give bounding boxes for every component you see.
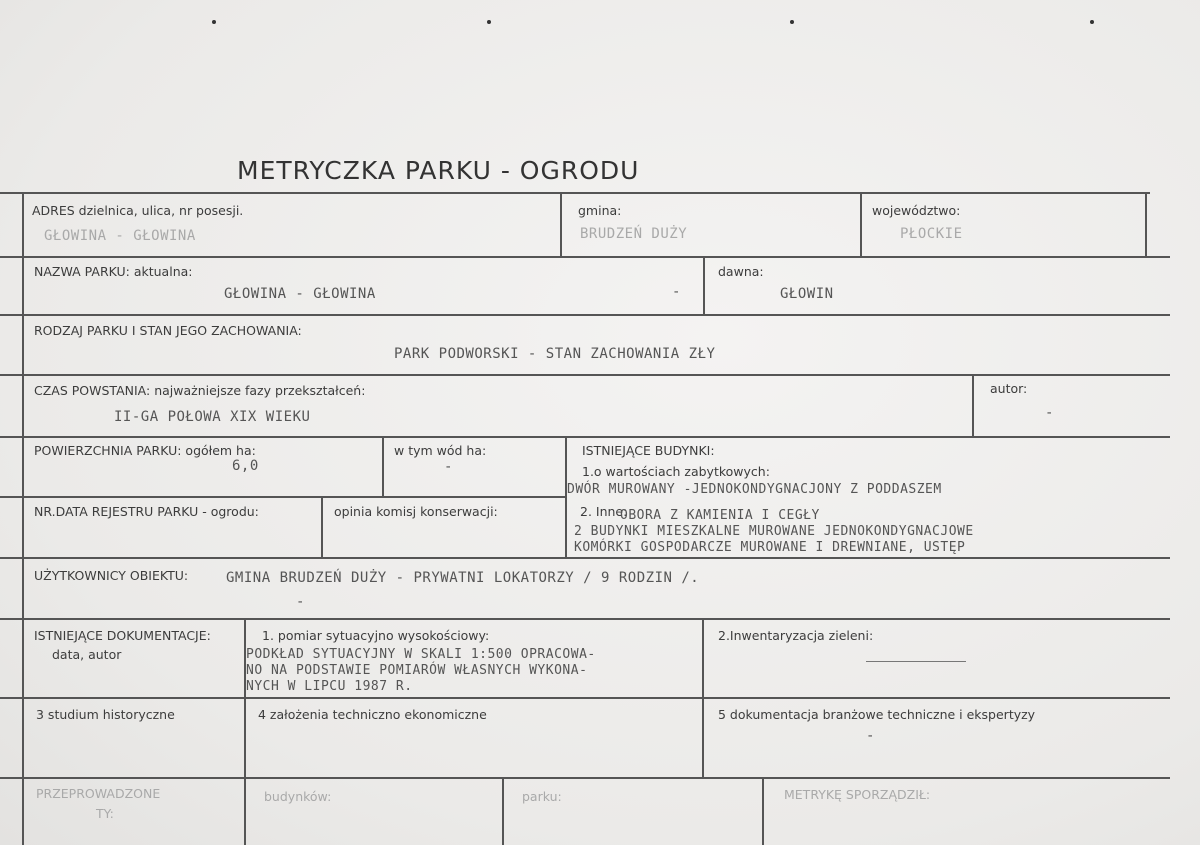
grid-line [560,192,562,256]
current-name-value: GŁOWINA - GŁOWINA [224,286,376,302]
author-label: autor: [990,381,1028,396]
monuments-value: DWÓR MUROWANY -JEDNOKONDYGNACJONY Z PODDASZEM [567,482,942,497]
grid-line [0,777,1170,779]
grid-line [1145,192,1147,256]
author-value: - [1045,405,1054,421]
gmina-value: BRUDZEŃ DUŻY [580,226,688,242]
users-value: GMINA BRUDZEŃ DUŻY - PRYWATNI LOKATORZY / 9 RODZIN /. [226,570,700,586]
origin-value: II-GA POŁOWA XIX WIEKU [114,409,311,425]
other-building-line: 2 BUDYNKI MIESZKALNE MUROWANE JEDNOKONDYGNACJOWE [574,524,974,539]
grid-line [22,192,24,845]
monuments-label: 1.o wartościach zabytkowych: [582,464,770,479]
address-label: ADRES dzielnica, ulica, nr posesji. [32,203,244,218]
grid-line [972,374,974,436]
grid-line [0,314,1170,316]
survey-line: NYCH W LIPCU 1987 R. [246,679,413,694]
grid-line [860,192,862,256]
historical-study-label: 3 studium historyczne [36,707,175,722]
park-work-label: parku: [522,789,562,804]
grid-line [702,618,704,777]
other-buildings-label: 2. Inne: [580,504,628,519]
punch-dot [487,20,491,24]
other-building-line: KOMÓRKI GOSPODARCZE MUROWANE I DREWNIANE, USTĘP [574,540,966,555]
current-name-label: NAZWA PARKU: aktualna: [34,264,193,279]
area-value: 6,0 [232,458,259,474]
grid-line [703,256,705,314]
technical-assumptions-label: 4 założenia techniczno ekonomiczne [258,707,487,722]
punch-dot [790,20,794,24]
gmina-label: gmina: [578,203,622,218]
documentation-sublabel: data, autor [52,647,122,662]
opinion-label: opinia komisj konserwacji: [334,504,498,519]
documentation-label: ISTNIEJĄCE DOKUMENTACJE: [34,628,211,643]
voivodeship-label: województwo: [872,203,961,218]
other-building-line: OBORA Z KAMIENIA I CEGŁY [620,508,820,523]
grid-line [0,618,1170,620]
sectoral-docs-label: 5 dokumentacja branżowe techniczne i ekspertyzy [718,707,1036,722]
punch-dot [212,20,216,24]
survey-label: 1. pomiar sytuacyjno wysokościowy: [262,628,490,643]
origin-label: CZAS POWSTANIA: najważniejsze fazy przekształceń: [34,383,366,398]
grid-line [0,436,1170,438]
park-type-value: PARK PODWORSKI - STAN ZACHOWANIA ZŁY [394,346,716,362]
water-value: - [444,459,453,475]
grid-line [0,192,1150,194]
grid-line [0,374,1170,376]
address-value: GŁOWINA - GŁOWINA [44,228,196,244]
voivodeship-value: PŁOCKIE [900,226,963,242]
carried-out-label: PRZEPROWADZONE [36,786,161,801]
buildings-work-label: budynków: [264,789,332,804]
register-label: NR.DATA REJESTRU PARKU - ogrodu: [34,504,259,519]
users-dash: - [296,594,305,610]
form-title: METRYCZKA PARKU - OGRODU [237,156,640,185]
grid-line [0,557,1170,559]
grid-line [0,697,1170,699]
sectoral-docs-value: - [866,728,875,744]
blank-line [866,661,966,662]
former-name-label: dawna: [718,264,764,279]
grid-line [321,496,323,557]
water-label: w tym wód ha: [394,443,487,458]
survey-line: PODKŁAD SYTUACYJNY W SKALI 1:500 OPRACOWA- [246,647,596,662]
buildings-label: ISTNIEJĄCE BUDYNKI: [582,443,715,458]
grid-line [382,436,384,496]
grid-line [762,777,764,845]
park-type-label: RODZAJ PARKU I STAN JEGO ZACHOWANIA: [34,323,302,338]
prepared-by-label: METRYKĘ SPORZĄDZIŁ: [784,787,931,802]
current-name-dash: - [672,284,681,300]
grid-line [502,777,504,845]
carried-out-sublabel: TY: [96,806,114,821]
area-label: POWIERZCHNIA PARKU: ogółem ha: [34,443,256,458]
survey-line: NO NA PODSTAWIE POMIARÓW WŁASNYCH WYKONA- [246,663,588,678]
users-label: UŻYTKOWNICY OBIEKTU: [34,568,189,583]
punch-dot [1090,20,1094,24]
grid-line [0,496,565,498]
inventory-label: 2.Inwentaryzacja zieleni: [718,628,874,643]
former-name-value: GŁOWIN [780,286,834,302]
grid-line [0,256,1170,258]
